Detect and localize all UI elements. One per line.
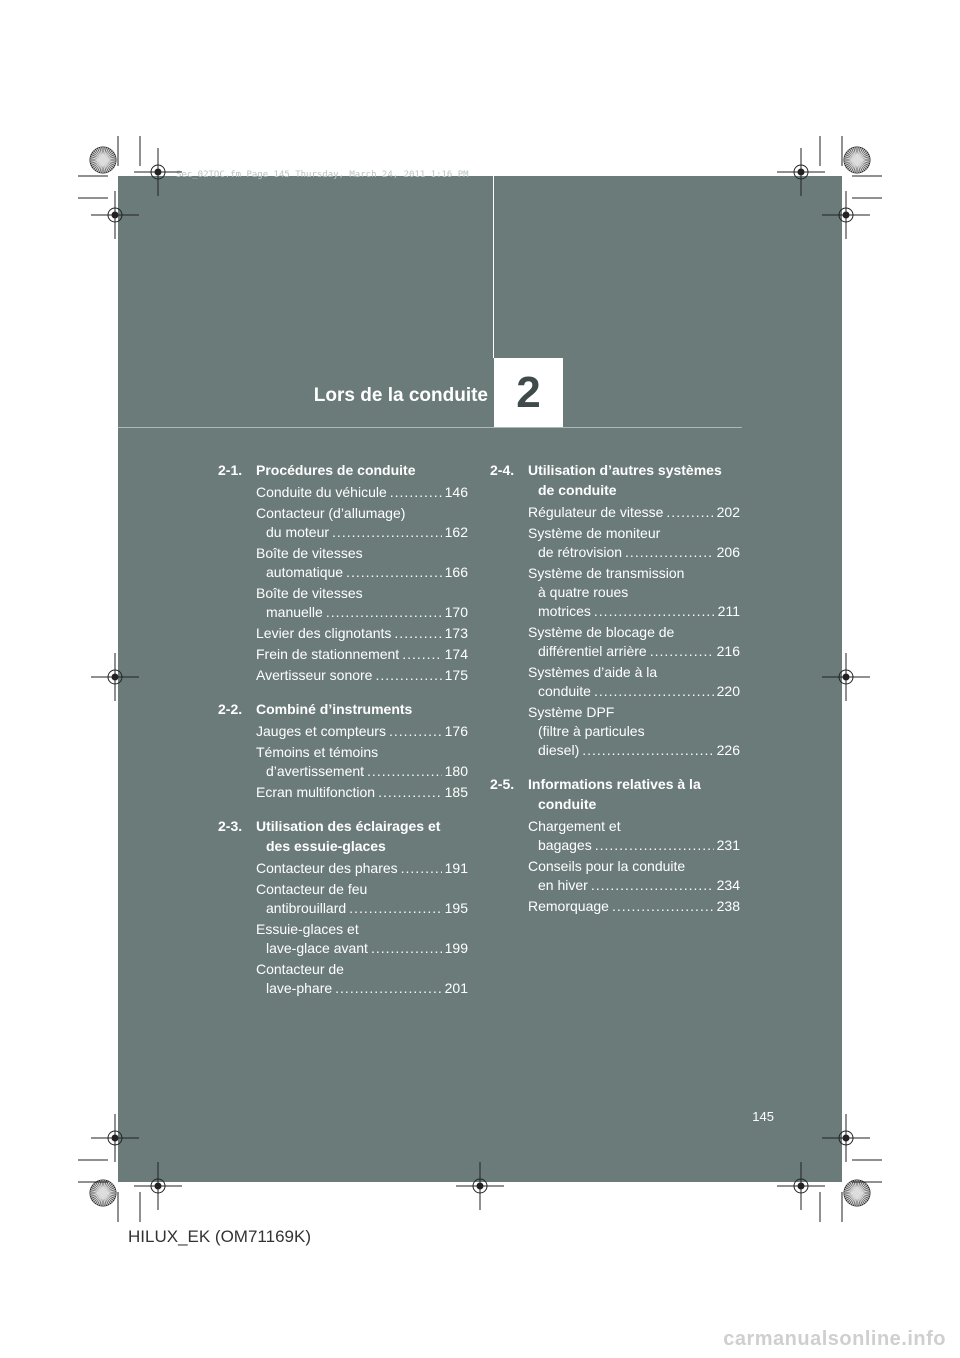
watermark-logo: carmanualsonline.info (723, 1328, 946, 1350)
toc-entry-label: Chargement et (528, 818, 621, 834)
toc-entry-label: conduite (538, 683, 591, 699)
toc-entry-page: 231 (716, 837, 740, 853)
toc-entry-page: 238 (716, 898, 740, 914)
toc-entry-label: Boîte de vitesses (256, 545, 363, 561)
toc-entry-page: 216 (716, 643, 740, 659)
toc-entry-label: Système de transmission (528, 565, 685, 581)
toc-entry-label: Avertisseur sonore (256, 667, 373, 683)
toc-entry-label: Boîte de vitesses (256, 585, 363, 601)
toc-entry-page: 211 (717, 603, 740, 619)
section-number: 2-2. (218, 701, 243, 717)
toc-entry-page: 234 (716, 877, 740, 893)
toc-entry-page: 175 (444, 667, 468, 683)
toc-entry-label: Système de blocage de (528, 624, 675, 640)
toc-entry-page: 176 (444, 723, 468, 739)
toc-entry-label: automatique (266, 564, 344, 580)
toc-entry-label: motrices (538, 603, 591, 619)
toc-entry-label: lave-glace avant (266, 940, 368, 956)
toc-entry-label: Contacteur (d’allumage) (256, 505, 406, 521)
model-code: HILUX_EK (OM71169K) (128, 1227, 311, 1246)
toc-entry-label: Contacteur de feu (256, 881, 368, 897)
toc-entry-label: diesel) (538, 742, 580, 758)
toc-entry-label: bagages (538, 837, 592, 853)
toc-entry-page: 220 (716, 683, 740, 699)
toc-entry-label: Système DPF (528, 704, 615, 720)
toc-entry-label: en hiver (538, 877, 588, 893)
section-number: 2-5. (490, 776, 515, 792)
section-title: Utilisation des éclairages et des essuie-glaces (256, 818, 441, 854)
toc-entry-label: antibrouillard (266, 900, 347, 916)
toc-entry-label: Témoins et témoins (256, 744, 379, 760)
toc-entry-label: Jauges et compteurs (256, 723, 386, 739)
toc-entry-page: 162 (444, 524, 468, 540)
chapter-title: Lors de la conduite (313, 385, 488, 406)
section-title: Procédures de conduite (256, 462, 416, 478)
toc-entry-label: Essuie-glaces et (256, 921, 359, 937)
toc-entry-label: différentiel arrière (538, 643, 647, 659)
toc-entry-page: 166 (444, 564, 468, 580)
toc-entry-label: Conseils pour la conduite (528, 858, 686, 874)
toc-entry-label: Contacteur des phares (256, 860, 398, 876)
toc-entry-label: Contacteur de (256, 961, 344, 977)
toc-entry-label: Frein de stationnement (256, 646, 400, 662)
toc-entry-label: Levier des clignotants (256, 625, 392, 641)
section-title: Utilisation d’autres systèmes de conduite (528, 462, 722, 498)
toc-entry-label: Régulateur de vitesse (528, 504, 664, 520)
toc-entry-page: 195 (444, 900, 468, 916)
toc-entry-page: 199 (444, 940, 468, 956)
toc-entry-label: (filtre à particules (538, 723, 645, 739)
toc-entry-page: 202 (716, 504, 740, 520)
toc-entry-page: 146 (444, 484, 468, 500)
toc-entry-label: Systèmes d’aide à la (528, 664, 658, 680)
toc-entry-page: 206 (716, 544, 740, 560)
toc-entry-page: 174 (444, 646, 468, 662)
toc-entry-page: 191 (444, 860, 468, 876)
toc-entry-page: 201 (444, 980, 468, 996)
toc-entry-page: 226 (716, 742, 740, 758)
toc-entry-label: Conduite du véhicule (256, 484, 387, 500)
toc-entry-label: Remorquage (528, 898, 609, 914)
toc-entry-label: manuelle (266, 604, 323, 620)
toc-entry-page: 173 (444, 625, 468, 641)
toc-entry-label: lave-phare (266, 980, 333, 996)
toc-entry-label: Ecran multifonction (256, 784, 376, 800)
section-title: Combiné d’instruments (256, 701, 413, 717)
section-number: 2-4. (490, 462, 515, 478)
toc-entry-page: 180 (444, 763, 468, 779)
section-number: 2-1. (218, 462, 243, 478)
toc-entry-label: de rétrovision (538, 544, 623, 560)
toc-entry-page: 185 (444, 784, 468, 800)
chapter-number: 2 (516, 367, 541, 417)
toc-entry-label: à quatre roues (538, 584, 629, 600)
toc-entry-label: d’avertissement (266, 763, 365, 779)
toc-entry-label: Système de moniteur (528, 525, 661, 541)
section-number: 2-3. (218, 818, 243, 834)
file-info-stamp: Sec_02TOC.fm Page 145 Thursday, March 24, 2011 1:16 PM (176, 170, 469, 180)
toc-entry-page: 170 (444, 604, 468, 620)
page-number: 145 (752, 1109, 774, 1124)
toc-entry-label: du moteur (266, 524, 330, 540)
section-title: Informations relatives à la conduite (528, 776, 701, 812)
